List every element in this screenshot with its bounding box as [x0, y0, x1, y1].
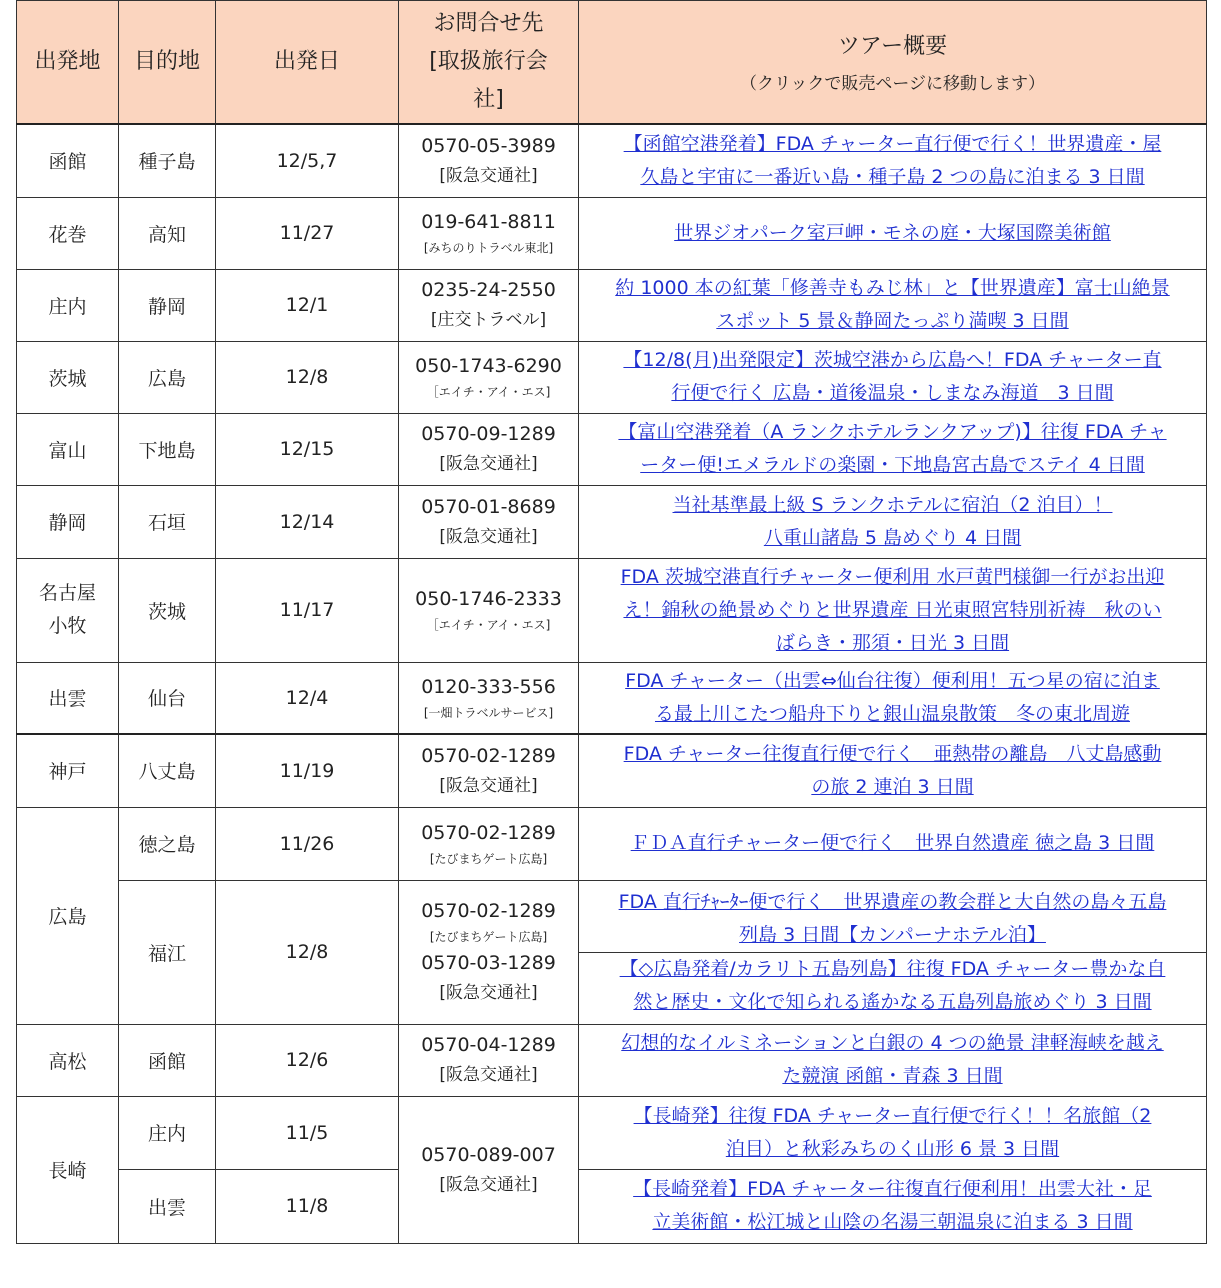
destination-cell: 仙台	[119, 662, 216, 734]
phone-number: 0570-09-1289	[421, 423, 556, 445]
tour-cell	[579, 880, 1207, 1024]
tour-cell	[579, 269, 1207, 341]
table-row	[17, 124, 1207, 197]
agency-name: [阪急交通社]	[439, 775, 538, 796]
phone-number: 0570-02-1289	[421, 900, 556, 922]
phone-number: 0570-04-1289	[421, 1034, 556, 1056]
table-row	[17, 880, 1207, 1024]
tour-link[interactable]: 幻想的なイルミネーションと白銀の 4 つの絶景 津軽海峡を越え た競演 函館・青森 3 日間	[621, 1032, 1164, 1087]
header-departure: 出発地	[17, 1, 119, 125]
agency-name: [阪急交通社]	[439, 1065, 538, 1085]
contact-cell	[399, 197, 579, 269]
contact-cell	[399, 558, 579, 662]
agency-name: [庄交トラベル]	[430, 310, 547, 330]
agency-name: [みちのりトラベル東北]	[423, 241, 554, 255]
departure-cell: 花巻	[17, 197, 119, 269]
table-row	[17, 662, 1207, 734]
tour-link[interactable]: 【函館空港発着】FDA チャーター直行便で行く！世界遺産・屋 久島と宇宙に一番近い島・種子島 2 つの島に泊まる 3 日間	[623, 132, 1162, 188]
table-row	[17, 1169, 1207, 1243]
table-row	[17, 1024, 1207, 1096]
departure-cell: 富山	[17, 413, 119, 485]
departure-cell: 出雲	[17, 662, 119, 734]
date-cell: 11/26	[216, 807, 399, 880]
tour-link[interactable]: 世界ジオパーク室戸岬・モネの庭・大塚国際美術館	[674, 221, 1111, 244]
agency-name: [たびまちゲート広島]	[429, 851, 548, 866]
departure-cell: 神戸	[17, 734, 119, 807]
tour-link[interactable]: 【12/8(月)出発限定】茨城空港から広島へ！FDA チャーター直 行便で行く 広島・道後温泉・しまなみ海道 3 日間	[623, 349, 1162, 404]
phone-number: 0570-05-3989	[421, 134, 556, 157]
agency-name: [阪急交通社]	[439, 454, 538, 474]
header-overview-sub: （クリックで販売ページに移動します）	[740, 74, 1045, 94]
date-cell: 11/8	[216, 1169, 399, 1243]
date-cell: 12/4	[216, 662, 399, 734]
destination-cell: 種子島	[119, 124, 216, 197]
header-overview-title: ツアー概要	[837, 34, 948, 59]
header-contact-line3: 社]	[473, 87, 504, 112]
date-cell: 12/6	[216, 1024, 399, 1096]
contact-cell	[399, 413, 579, 485]
table-row	[17, 1096, 1207, 1169]
phone-number: 019-641-8811	[421, 211, 556, 233]
date-cell: 12/8	[216, 880, 399, 1024]
departure-cell: 函館	[17, 124, 119, 197]
contact-cell	[399, 880, 579, 1024]
tour-link[interactable]: FDA 茨城空港直行チャーター便利用 水戸黄門様御一行がお出迎 え！錦秋の絶景めぐりと世界遺産 日光東照宮特別祈祷 秋のい ばらき・那須・日光 3 日間	[620, 565, 1165, 654]
contact-cell	[399, 269, 579, 341]
departure-cell: 長崎	[17, 1096, 119, 1243]
phone-number: 0120-333-556	[421, 675, 556, 698]
header-destination: 目的地	[119, 1, 216, 125]
tour-cell	[579, 1024, 1207, 1096]
date-cell: 11/19	[216, 734, 399, 807]
destination-cell: 八丈島	[119, 734, 216, 807]
departure-cell: 静岡	[17, 485, 119, 558]
phone-number: 0570-02-1289	[421, 821, 556, 844]
phone-number: 0570-089-007	[421, 1143, 556, 1166]
destination-cell: 広島	[119, 341, 216, 413]
phone-number-2: 0570-03-1289	[421, 952, 556, 974]
agency-name-2: [阪急交通社]	[439, 983, 538, 1003]
header-overview	[579, 1, 1207, 125]
table-row	[17, 807, 1207, 880]
phone-number: 0570-02-1289	[421, 744, 556, 767]
header-contact	[399, 1, 579, 125]
tour-cell	[579, 124, 1207, 197]
contact-cell	[399, 341, 579, 413]
table-row	[17, 197, 1207, 269]
agency-name: ［エイチ・アイ・エス]	[426, 385, 551, 399]
phone-number: 050-1743-6290	[415, 355, 562, 377]
destination-cell: 出雲	[119, 1169, 216, 1243]
header-contact-line1: お問合せ先	[433, 11, 544, 36]
agency-name: [一畑トラベルサービス]	[423, 705, 554, 720]
departure-cell: 茨城	[17, 341, 119, 413]
tour-link[interactable]: 【富山空港発着（A ランクホテルランクアップ)】往復 FDA チャ ーター便!エメラルドの楽園・下地島宮古島でステイ 4 日間	[618, 421, 1167, 476]
tour-cell	[579, 558, 1207, 662]
date-cell: 11/5	[216, 1096, 399, 1169]
destination-cell: 下地島	[119, 413, 216, 485]
contact-cell	[399, 1024, 579, 1096]
departure-cell: 高松	[17, 1024, 119, 1096]
date-cell: 12/1	[216, 269, 399, 341]
date-cell: 12/5,7	[216, 124, 399, 197]
destination-cell: 茨城	[119, 558, 216, 662]
tour-cell	[579, 662, 1207, 734]
tour-link[interactable]: FDA 直行ﾁｬｰﾀｰ便で行く 世界遺産の教会群と大自然の島々五島 列島 3 日間【カンパーナホテル泊】	[618, 890, 1167, 946]
header-date: 出発日	[216, 1, 399, 125]
tour-cell	[579, 1096, 1207, 1169]
destination-cell: 静岡	[119, 269, 216, 341]
agency-name: [たびまちゲート広島]	[429, 930, 548, 944]
destination-cell: 高知	[119, 197, 216, 269]
tour-link[interactable]: FDA チャーター往復直行便で行く 亜熱帯の離島 八丈島感動 の旅 2 連泊 3 日間	[623, 742, 1162, 798]
tour-table	[16, 0, 1207, 1244]
departure-cell: 広島	[17, 807, 119, 1024]
destination-cell: 庄内	[119, 1096, 216, 1169]
departure-cell: 庄内	[17, 269, 119, 341]
date-cell: 12/14	[216, 485, 399, 558]
tour-cell	[579, 734, 1207, 807]
table-row	[17, 558, 1207, 662]
contact-cell	[399, 485, 579, 558]
table-row	[17, 734, 1207, 807]
tour-link[interactable]: 約 1000 本の紅葉「修善寺もみじ林」と【世界遺産】富士山絶景 スポット 5 景＆静岡たっぷり満喫 3 日間	[615, 277, 1170, 332]
table-row	[17, 485, 1207, 558]
tour-link-2[interactable]: 【◇広島発着/カラリト五島列島】往復 FDA チャーター豊かな自 然と歴史・文化で知られる遙かなる五島列島旅めぐり 3 日間	[619, 957, 1166, 1013]
date-cell: 11/27	[216, 197, 399, 269]
tour-link[interactable]: ＦＤＡ直行チャーター便で行く 世界自然遺産 徳之島 3 日間	[630, 832, 1155, 854]
header-row	[17, 1, 1207, 125]
agency-name: [阪急交通社]	[439, 526, 538, 547]
tour-cell	[579, 341, 1207, 413]
destination-cell: 徳之島	[119, 807, 216, 880]
tour-cell	[579, 413, 1207, 485]
tour-cell	[579, 197, 1207, 269]
contact-cell	[399, 734, 579, 807]
departure-cell: 名古屋 小牧	[17, 558, 119, 662]
tour-link[interactable]: 【長崎発】往復 FDA チャーター直行便で行く！！名旅館（2 泊目）と秋彩みちのく山形 6 景 3 日間	[633, 1104, 1152, 1160]
phone-number: 0570-01-8689	[421, 495, 556, 518]
table-row	[17, 413, 1207, 485]
phone-number: 0235-24-2550	[421, 279, 556, 301]
tour-cell	[579, 1169, 1207, 1243]
header-contact-line2: [取扱旅行会	[429, 49, 548, 74]
contact-cell	[399, 807, 579, 880]
table-row	[17, 269, 1207, 341]
tour-cell	[579, 485, 1207, 558]
phone-number: 050-1746-2333	[415, 588, 562, 610]
tour-link[interactable]: FDA チャーター（出雲⇔仙台往復）便利用！五つ星の宿に泊ま る最上川こたつ船舟下りと銀山温泉散策 冬の東北周遊	[625, 669, 1160, 725]
date-cell: 12/15	[216, 413, 399, 485]
tour-link[interactable]: 【長崎発着】FDA チャーター往復直行便利用！出雲大社・足 立美術館・松江城と山陰の名湯三朝温泉に泊まる 3 日間	[633, 1178, 1152, 1233]
contact-cell	[399, 124, 579, 197]
contact-cell	[399, 1096, 579, 1243]
destination-cell: 福江	[119, 880, 216, 1024]
tour-link[interactable]: 当社基準最上級 S ランクホテルに宿泊（2 泊目）！ 八重山諸島 5 島めぐり 4 日間	[672, 493, 1113, 549]
destination-cell: 石垣	[119, 485, 216, 558]
tour-cell	[579, 807, 1207, 880]
agency-name: [阪急交通社]	[439, 165, 538, 186]
destination-cell: 函館	[119, 1024, 216, 1096]
date-cell: 11/17	[216, 558, 399, 662]
table-row	[17, 341, 1207, 413]
contact-cell	[399, 662, 579, 734]
tour-divider	[579, 952, 1206, 953]
agency-name: ［エイチ・アイ・エス]	[426, 618, 551, 632]
date-cell: 12/8	[216, 341, 399, 413]
agency-name: [阪急交通社]	[439, 1174, 538, 1195]
